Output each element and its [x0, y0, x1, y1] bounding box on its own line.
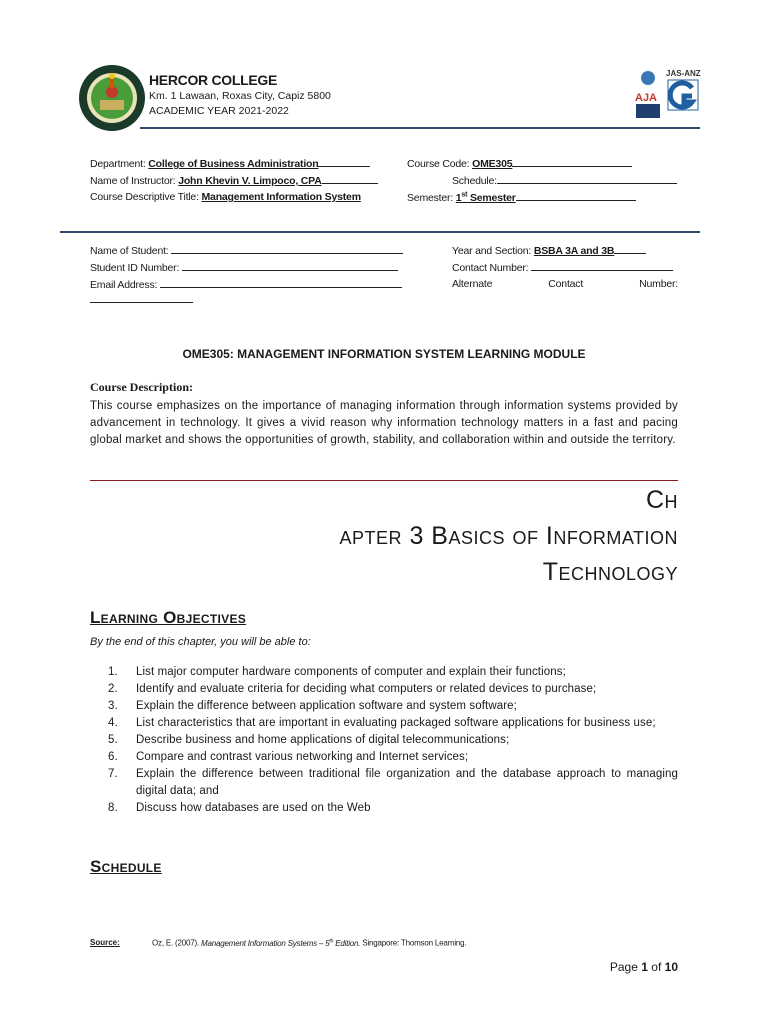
list-item: 7. Explain the difference between traditional file organization and the database approach to managing digital data; and — [108, 768, 678, 797]
page-number: Page 1 of 10 — [609, 960, 678, 974]
chapter-heading-line1: Ch — [645, 486, 678, 514]
year-section-field: Year and Section: BSBA 3A and 3B — [452, 244, 646, 257]
email-field-continuation — [90, 293, 193, 306]
objectives-list — [108, 664, 678, 817]
list-item: 2. Identify and evaluate criteria for deciding what computers or related devices to purchase; — [108, 683, 597, 695]
header-rule — [140, 127, 700, 129]
department-value: College of Business Administration — [148, 158, 319, 170]
course-description-label: Course Description: — [90, 380, 193, 394]
instructor-field: Name of Instructor: John Khevin V. Limpoco, CPA — [90, 174, 378, 187]
module-title: OME305: MANAGEMENT INFORMATION SYSTEM LEARNING MODULE — [182, 347, 586, 361]
chapter-heading-line3: Technology — [542, 558, 678, 586]
semester-field: Semester: 1st Semester — [407, 191, 636, 204]
college-name: HERCOR COLLEGE — [149, 72, 278, 88]
college-seal-logo — [78, 64, 146, 132]
accreditation-logo — [634, 68, 704, 122]
college-address: Km. 1 Lawaan, Roxas City, Capiz 5800 — [149, 90, 331, 102]
contact-number-field: Contact Number: — [452, 261, 673, 274]
course-code-field: Course Code: OME305 — [407, 157, 632, 170]
student-name-field: Name of Student: — [90, 244, 403, 257]
source-label: Source: — [90, 938, 120, 947]
section-rule — [60, 231, 700, 233]
aja-logo-text: AJA — [635, 92, 658, 104]
email-field: Email Address: — [90, 278, 402, 291]
course-title-value: Management Information System — [201, 191, 361, 203]
list-item: 5. Describe business and home applications of digital telecommunications; — [108, 734, 510, 746]
schedule-field: Schedule: — [452, 174, 677, 187]
list-item: 1. List major computer hardware components of computer and explain their functions; — [108, 666, 566, 678]
learning-objectives-heading: Learning Objectives — [90, 608, 247, 627]
list-item: 8. Discuss how databases are used on the Web — [108, 802, 371, 814]
course-description-text: This course emphasizes on the importance of managing information through information systems provided by advancement in technology. It gives a vivid reason why information technology matters in a fast and pacing global market and shows the opportunities of growth, stability, and collaboration within and outside the territory. — [90, 400, 678, 446]
semester-value: 1st Semester — [455, 191, 516, 204]
list-item: 4. List characteristics that are important in evaluating packaged software applications for business use; — [108, 717, 656, 729]
source-citation: Oz, E. (2007). Management Information Systems – 5th Edition. Singapore: Thomson Learning. — [152, 938, 467, 948]
chapter-heading-line2: apter 3 Basics of Information — [339, 522, 678, 550]
student-id-field: Student ID Number: — [90, 261, 398, 274]
schedule-heading: Schedule — [90, 857, 162, 876]
source-book-title: Management Information Systems – 5th Edition. — [201, 938, 361, 948]
course-title-field: Course Descriptive Title: Management Information System — [90, 191, 361, 203]
instructor-value: John Khevin V. Limpoco, CPA — [178, 175, 322, 187]
list-item: 6. Compare and contrast various networking and Internet services; — [108, 751, 469, 763]
learning-objectives-intro: By the end of this chapter, you will be able to: — [90, 636, 311, 648]
department-field: Department: College of Business Administration — [90, 157, 370, 170]
year-section-value: BSBA 3A and 3B — [533, 245, 615, 257]
chapter-rule — [90, 480, 678, 481]
academic-year: ACADEMIC YEAR 2021-2022 — [149, 105, 289, 117]
course-code-value: OME305 — [472, 158, 513, 170]
list-item: 3. Explain the difference between application software and system software; — [108, 700, 517, 712]
alternate-contact-field: Alternate Contact Number: — [452, 278, 678, 290]
jas-anz-text: JAS-ANZ — [666, 69, 701, 78]
